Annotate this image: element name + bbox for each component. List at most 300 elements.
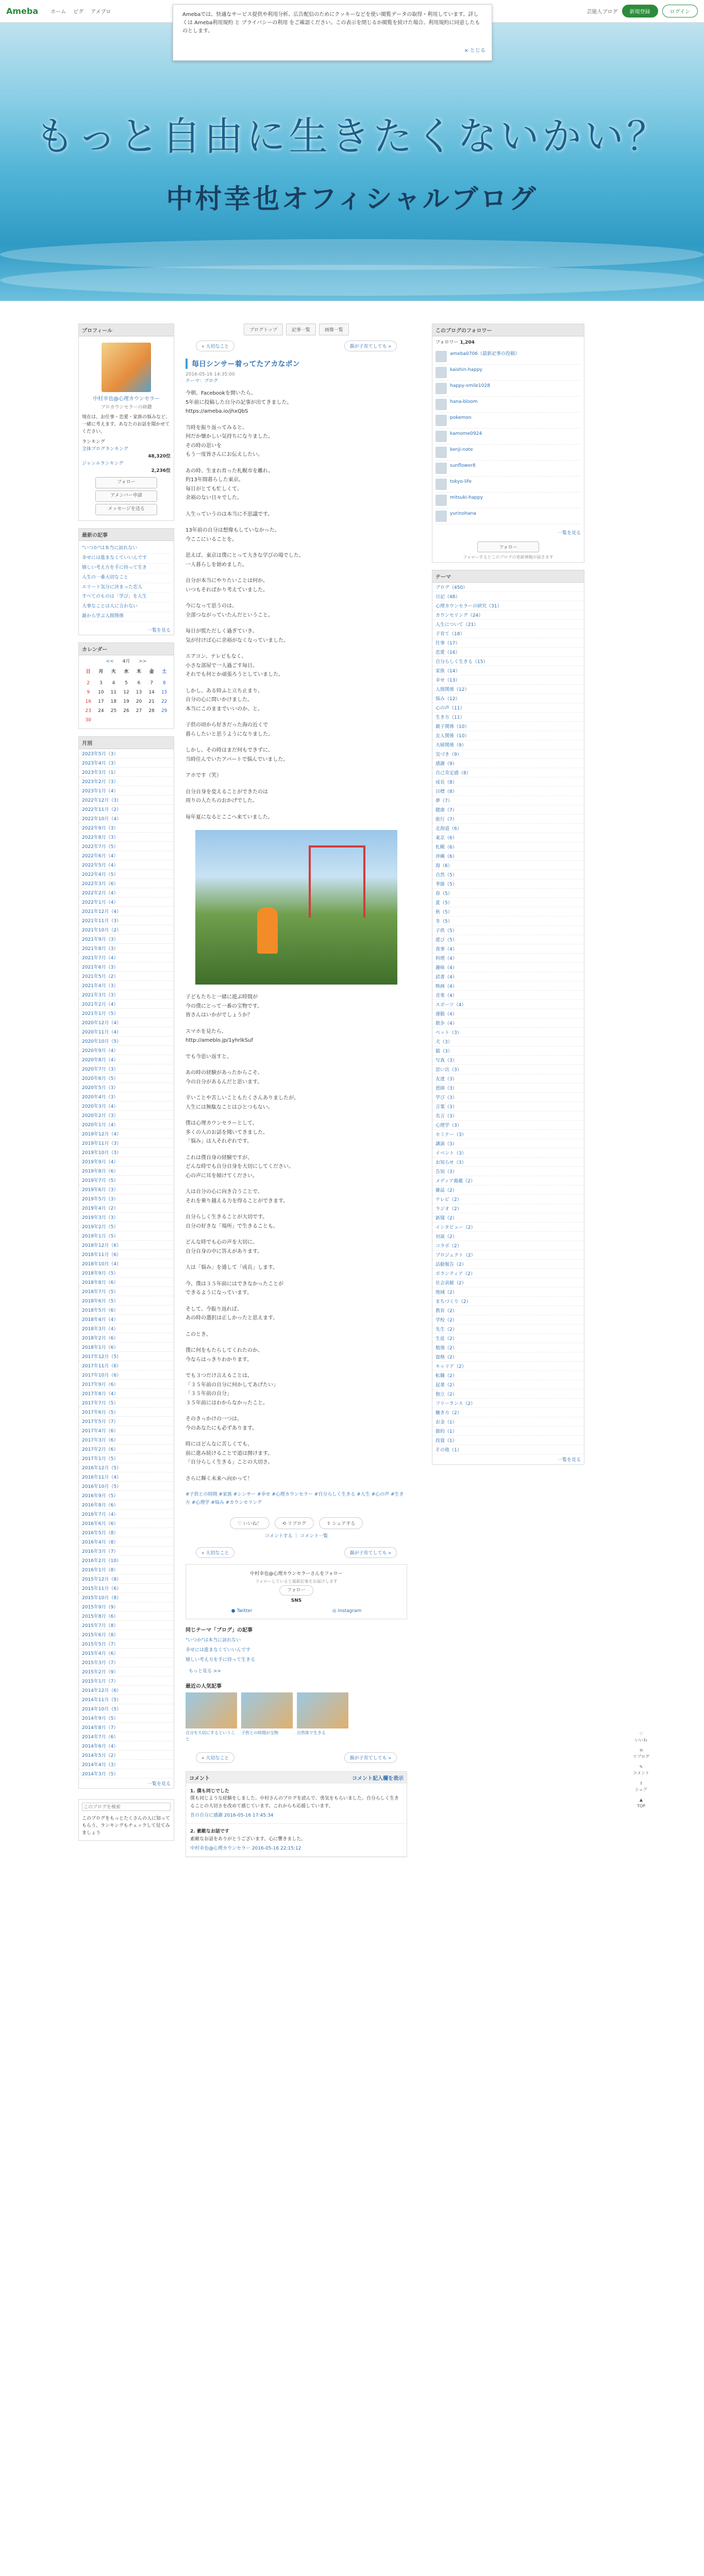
float-comment[interactable] <box>631 1764 651 1776</box>
month-archive-link[interactable]: 2020年10月（5） <box>79 1037 174 1046</box>
month-archive-link[interactable]: 2022年10月（4） <box>79 814 174 823</box>
next-entry-link[interactable]: 親が子育てしても » <box>344 341 397 351</box>
month-archive-link[interactable]: 2016年4月（8） <box>79 1537 174 1547</box>
theme-link[interactable]: 感謝（9） <box>432 759 584 768</box>
theme-link[interactable]: 海（6） <box>432 861 584 870</box>
month-archive-link[interactable]: 2021年8月（3） <box>79 944 174 953</box>
prev-entry-link[interactable]: « 大切なこと <box>196 1547 234 1558</box>
month-archive-link[interactable]: 2017年7月（5） <box>79 1398 174 1408</box>
month-archive-link[interactable]: 2021年11月（3） <box>79 916 174 925</box>
theme-link[interactable]: 告知（3） <box>432 1167 584 1176</box>
month-archive-link[interactable]: 2014年4月（3） <box>79 1760 174 1769</box>
month-archive-link[interactable]: 2015年2月（9） <box>79 1667 174 1676</box>
theme-link[interactable]: スポーツ（4） <box>432 1000 584 1009</box>
theme-link[interactable]: その他（1） <box>432 1445 584 1454</box>
tab-blog-top[interactable]: ブログトップ <box>244 324 283 335</box>
month-archive-link[interactable]: 2016年1月（8） <box>79 1565 174 1574</box>
month-archive-link[interactable]: 2017年12月（5） <box>79 1352 174 1361</box>
theme-link[interactable]: 日記（48） <box>432 592 584 601</box>
follow-box-button[interactable]: フォロー <box>279 1585 313 1596</box>
theme-link[interactable]: 勉強（2） <box>432 1343 584 1352</box>
month-archive-link[interactable]: 2014年9月（5） <box>79 1714 174 1723</box>
profile-name[interactable]: 中村幸也@心理カウンセラー <box>93 396 160 402</box>
theme-link[interactable]: 思い出（3） <box>432 1065 584 1074</box>
month-archive-link[interactable]: 2019年11月（3） <box>79 1139 174 1148</box>
month-archive-link[interactable]: 2019年7月（5） <box>79 1176 174 1185</box>
month-archive-link[interactable]: 2015年6月（8） <box>79 1630 174 1639</box>
theme-link[interactable]: 沖縄（6） <box>432 852 584 861</box>
calendar-day[interactable]: 19 <box>123 699 129 704</box>
banner-subtitle[interactable]: 中村幸也オフィシャルブログ <box>166 183 538 215</box>
calendar-day[interactable]: 27 <box>136 708 142 714</box>
register-button[interactable]: 新規登録 <box>622 5 658 18</box>
theme-link[interactable]: 秋（5） <box>432 907 584 917</box>
month-archive-link[interactable]: 2014年7月（6） <box>79 1732 174 1741</box>
theme-link[interactable]: 自己肯定感（8） <box>432 768 584 777</box>
month-archive-link[interactable]: 2018年10月（4） <box>79 1259 174 1268</box>
calendar-day[interactable]: 11 <box>110 690 117 696</box>
calendar-day[interactable]: 22 <box>161 699 167 704</box>
calendar-day[interactable]: 28 <box>148 708 155 714</box>
twitter-link[interactable] <box>231 1608 253 1614</box>
month-archive-link[interactable]: 2023年5月（3） <box>79 749 174 758</box>
followers-more[interactable]: 一覧を見る <box>557 530 581 536</box>
month-archive-link[interactable]: 2022年4月（5） <box>79 870 174 879</box>
entry-photo[interactable] <box>195 830 397 985</box>
calendar-day[interactable]: 3 <box>99 681 103 686</box>
month-archive-link[interactable]: 2019年3月（3） <box>79 1213 174 1222</box>
calendar-day[interactable]: 4 <box>112 681 115 686</box>
themes-more[interactable]: 一覧を見る <box>557 1457 581 1463</box>
calendar-day[interactable]: 18 <box>110 699 117 704</box>
recent-entry-link[interactable]: 嬉しい考え方を手に持って生き <box>82 564 171 573</box>
theme-link[interactable]: 犬（3） <box>432 1037 584 1046</box>
month-archive-link[interactable]: 2018年8月（6） <box>79 1278 174 1287</box>
theme-link[interactable]: 子育て（18） <box>432 629 584 638</box>
month-archive-link[interactable]: 2023年3月（1） <box>79 768 174 777</box>
month-archive-link[interactable]: 2014年11月（5） <box>79 1695 174 1704</box>
month-archive-link[interactable]: 2014年3月（5） <box>79 1769 174 1778</box>
month-archive-link[interactable]: 2021年9月（3） <box>79 935 174 944</box>
month-archive-link[interactable]: 2022年11月（2） <box>79 805 174 814</box>
calendar-day[interactable]: 17 <box>98 699 104 704</box>
popular-thumb[interactable] <box>241 1692 293 1741</box>
recent-more-link[interactable]: 一覧を見る <box>147 628 171 634</box>
theme-link[interactable]: イベント（3） <box>432 1148 584 1158</box>
theme-link[interactable]: 起業（2） <box>432 1380 584 1389</box>
theme-link[interactable]: 散歩（4） <box>432 1019 584 1028</box>
follower-item[interactable] <box>435 509 581 524</box>
nav-home[interactable]: ホーム <box>51 9 66 15</box>
month-archive-link[interactable]: 2015年12月（8） <box>79 1574 174 1584</box>
calendar-day[interactable]: 26 <box>123 708 129 714</box>
ranking-overall-label[interactable]: 全体ブログランキング <box>82 447 128 452</box>
theme-link[interactable]: 映画（4） <box>432 981 584 991</box>
month-archive-link[interactable]: 2017年8月（4） <box>79 1389 174 1398</box>
theme-link[interactable]: お金（1） <box>432 1417 584 1427</box>
follower-item[interactable] <box>435 477 581 493</box>
recent-entry-link[interactable]: 人生の一番大切なこと <box>82 573 171 583</box>
month-archive-link[interactable]: 2016年2月（10） <box>79 1556 174 1565</box>
month-archive-link[interactable]: 2021年3月（3） <box>79 990 174 999</box>
follower-item[interactable] <box>435 365 581 381</box>
blog-search-input[interactable] <box>82 1803 171 1811</box>
month-archive-link[interactable]: 2016年7月（4） <box>79 1510 174 1519</box>
month-more-link[interactable]: 一覧を見る <box>147 1781 171 1787</box>
theme-link[interactable]: まちづくり（2） <box>432 1297 584 1306</box>
follower-item[interactable] <box>435 461 581 477</box>
month-archive-link[interactable]: 2021年7月（4） <box>79 953 174 962</box>
theme-link[interactable]: 仕事（17） <box>432 638 584 648</box>
month-archive-link[interactable]: 2021年2月（4） <box>79 999 174 1009</box>
calendar-day[interactable]: 29 <box>161 708 167 714</box>
theme-link[interactable]: 幸せ（13） <box>432 675 584 685</box>
month-archive-link[interactable]: 2019年8月（6） <box>79 1166 174 1176</box>
calendar-day[interactable]: 14 <box>148 690 155 696</box>
month-archive-link[interactable]: 2022年2月（4） <box>79 888 174 897</box>
month-archive-link[interactable]: 2019年4月（2） <box>79 1204 174 1213</box>
followers-count[interactable]: 1,204 <box>460 340 475 345</box>
follower-item[interactable] <box>435 493 581 509</box>
ameba-logo[interactable]: Ameba <box>6 6 39 16</box>
month-archive-link[interactable]: 2017年4月（6） <box>79 1426 174 1435</box>
theme-link[interactable]: 資格（2） <box>432 1352 584 1362</box>
calendar-day[interactable]: 12 <box>123 690 129 696</box>
theme-link[interactable]: 旅行（7） <box>432 815 584 824</box>
entry-title[interactable]: 毎日シンサー着ってたアカなポン <box>186 359 407 369</box>
theme-link[interactable]: 投資（1） <box>432 1436 584 1445</box>
recent-entry-link[interactable]: 親から学ぶ人間関係 <box>82 612 171 622</box>
month-archive-link[interactable]: 2015年10月（8） <box>79 1593 174 1602</box>
month-archive-link[interactable]: 2020年6月（5） <box>79 1074 174 1083</box>
month-archive-link[interactable]: 2020年5月（3） <box>79 1083 174 1092</box>
month-archive-link[interactable]: 2019年2月（5） <box>79 1222 174 1231</box>
month-archive-link[interactable]: 2015年11月（6） <box>79 1584 174 1593</box>
theme-link[interactable]: 遊び（5） <box>432 935 584 944</box>
month-archive-link[interactable]: 2021年12月（4） <box>79 907 174 916</box>
month-archive-link[interactable]: 2015年5月（7） <box>79 1639 174 1649</box>
month-archive-link[interactable]: 2018年4月（4） <box>79 1315 174 1324</box>
calendar-day[interactable]: 5 <box>125 681 128 686</box>
theme-link[interactable]: 冬（5） <box>432 917 584 926</box>
theme-link[interactable]: 気づき（9） <box>432 750 584 759</box>
theme-link[interactable]: セミナー（3） <box>432 1130 584 1139</box>
month-archive-link[interactable]: 2014年6月（4） <box>79 1741 174 1751</box>
month-archive-link[interactable]: 2014年12月（6） <box>79 1686 174 1695</box>
month-archive-link[interactable]: 2021年5月（2） <box>79 972 174 981</box>
theme-link[interactable]: 心理学（3） <box>432 1121 584 1130</box>
month-archive-link[interactable]: 2014年10月（5） <box>79 1704 174 1714</box>
month-archive-link[interactable]: 2017年9月（6） <box>79 1380 174 1389</box>
month-archive-link[interactable]: 2021年1月（5） <box>79 1009 174 1018</box>
theme-link[interactable]: 東京（6） <box>432 833 584 842</box>
calendar-day[interactable]: 20 <box>136 699 142 704</box>
float-like[interactable] <box>631 1731 651 1743</box>
theme-link[interactable]: 心理カウンセラーの研究（31） <box>432 601 584 611</box>
theme-link[interactable]: 新聞（2） <box>432 1213 584 1223</box>
cookie-close-button[interactable]: × とじる <box>464 48 485 54</box>
theme-link[interactable]: プロジェクト（2） <box>432 1250 584 1260</box>
month-archive-link[interactable]: 2023年1月（4） <box>79 786 174 795</box>
theme-link[interactable]: 健康（7） <box>432 805 584 815</box>
month-archive-link[interactable]: 2015年4月（6） <box>79 1649 174 1658</box>
month-archive-link[interactable]: 2022年9月（3） <box>79 823 174 833</box>
month-archive-link[interactable]: 2015年3月（7） <box>79 1658 174 1667</box>
share-button[interactable] <box>319 1517 363 1529</box>
calendar-day[interactable]: 15 <box>161 690 167 696</box>
theme-link[interactable]: フリーランス（2） <box>432 1399 584 1408</box>
month-archive-link[interactable]: 2019年5月（3） <box>79 1194 174 1204</box>
theme-link[interactable]: メディア掲載（2） <box>432 1176 584 1185</box>
theme-link[interactable]: 夏（5） <box>432 898 584 907</box>
month-archive-link[interactable]: 2018年11月（6） <box>79 1250 174 1259</box>
theme-link[interactable]: 読書（4） <box>432 972 584 981</box>
month-archive-link[interactable]: 2016年6月（6） <box>79 1519 174 1528</box>
theme-link[interactable]: 季節（5） <box>432 879 584 889</box>
theme-link[interactable]: 地域（2） <box>432 1287 584 1297</box>
follower-item[interactable] <box>435 429 581 445</box>
month-archive-link[interactable]: 2023年4月（3） <box>79 758 174 768</box>
month-archive-link[interactable]: 2016年8月（6） <box>79 1500 174 1510</box>
next-entry-link[interactable]: 親が子育てしても » <box>344 1752 397 1763</box>
theme-link[interactable]: 自然（5） <box>432 870 584 879</box>
theme-link[interactable]: 食事（4） <box>432 944 584 954</box>
month-archive-link[interactable]: 2020年4月（3） <box>79 1092 174 1101</box>
float-reblog[interactable] <box>631 1748 651 1760</box>
calendar-day[interactable]: 24 <box>98 708 104 714</box>
calendar-day[interactable]: 6 <box>137 681 141 686</box>
recent-entry-link[interactable]: すべてのものは「学び」を人生 <box>82 592 171 602</box>
related-more[interactable]: もっと見る >> <box>189 1669 221 1674</box>
recent-entry-link[interactable]: エリート気分に決まった恋人 <box>82 583 171 593</box>
comment-links[interactable]: コメントする ｜ コメント一覧 <box>264 1534 328 1539</box>
theme-link[interactable]: テレビ（2） <box>432 1195 584 1204</box>
theme-link[interactable]: 趣味（4） <box>432 963 584 972</box>
month-archive-link[interactable]: 2018年6月（5） <box>79 1296 174 1306</box>
float-top[interactable] <box>631 1797 651 1809</box>
month-archive-link[interactable]: 2018年2月（6） <box>79 1333 174 1343</box>
theme-link[interactable]: 子供（5） <box>432 926 584 935</box>
calendar-day[interactable]: 8 <box>162 681 166 686</box>
theme-link[interactable]: 猫（3） <box>432 1046 584 1056</box>
theme-link[interactable]: 友人関係（10） <box>432 731 584 740</box>
related-entry-link[interactable]: 嬉しい考え方を手に持って生きる <box>186 1657 256 1663</box>
month-archive-link[interactable]: 2014年8月（7） <box>79 1723 174 1732</box>
theme-link[interactable]: 節約（1） <box>432 1427 584 1436</box>
month-archive-link[interactable]: 2020年9月（4） <box>79 1046 174 1055</box>
related-entry-link[interactable]: 幸せには進まなくていいんです <box>186 1648 251 1653</box>
calendar-day[interactable]: 30 <box>85 717 91 723</box>
theme-link[interactable]: 家族（14） <box>432 666 584 675</box>
calendar-day[interactable]: 7 <box>150 681 153 686</box>
month-archive-link[interactable]: 2016年12月（5） <box>79 1463 174 1472</box>
theme-link[interactable]: 札幌（6） <box>432 842 584 852</box>
month-archive-link[interactable]: 2022年12月（3） <box>79 795 174 805</box>
calendar-day[interactable]: 2 <box>87 681 90 686</box>
followers-follow-button[interactable]: フォロー <box>477 541 539 552</box>
month-archive-link[interactable]: 2022年3月（6） <box>79 879 174 888</box>
follower-item[interactable] <box>435 381 581 397</box>
theme-link[interactable]: 親子関係（10） <box>432 722 584 731</box>
theme-link[interactable]: ペット（3） <box>432 1028 584 1037</box>
follower-item[interactable] <box>435 445 581 461</box>
month-archive-link[interactable]: 2022年6月（4） <box>79 851 174 860</box>
month-archive-link[interactable]: 2020年8月（4） <box>79 1055 174 1064</box>
month-archive-link[interactable]: 2017年1月（5） <box>79 1454 174 1463</box>
month-archive-link[interactable]: 2021年6月（3） <box>79 962 174 972</box>
month-archive-link[interactable]: 2017年10月（6） <box>79 1370 174 1380</box>
theme-link[interactable]: コラボ（2） <box>432 1241 584 1250</box>
hashtags[interactable]: #子供との時間 #家族 #シンサー #幸せ #心理カウンセラー #自分らしく生きる #人生 #心の声 #生き方 #心理学 #悩み #カウンセリング <box>186 1492 404 1506</box>
follower-item[interactable] <box>435 349 581 365</box>
like-button[interactable] <box>230 1517 270 1529</box>
calendar-day[interactable]: 9 <box>87 690 90 696</box>
entry-theme[interactable]: テーマ：ブログ <box>186 379 219 384</box>
theme-link[interactable]: 悩み（12） <box>432 694 584 703</box>
theme-link[interactable]: 運動（4） <box>432 1009 584 1019</box>
theme-link[interactable]: 名言（3） <box>432 1111 584 1121</box>
theme-link[interactable]: 働き方（2） <box>432 1408 584 1417</box>
next-entry-link[interactable]: 親が子育てしても » <box>344 1547 397 1558</box>
month-archive-link[interactable]: 2018年9月（5） <box>79 1268 174 1278</box>
theme-link[interactable]: 夢（7） <box>432 796 584 805</box>
theme-link[interactable]: 社会貢献（2） <box>432 1278 584 1287</box>
theme-link[interactable]: 先生（2） <box>432 1325 584 1334</box>
theme-link[interactable]: カウンセリング（24） <box>432 611 584 620</box>
theme-link[interactable]: 目標（8） <box>432 787 584 796</box>
theme-link[interactable]: 活動報告（2） <box>432 1260 584 1269</box>
calendar-day[interactable]: 25 <box>110 708 117 714</box>
theme-link[interactable]: キャリア（2） <box>432 1362 584 1371</box>
prev-entry-link[interactable]: « 大切なこと <box>196 1752 234 1763</box>
theme-link[interactable]: 教育（2） <box>432 1306 584 1315</box>
month-archive-link[interactable]: 2019年9月（4） <box>79 1157 174 1166</box>
theme-link[interactable]: 雑誌（2） <box>432 1185 584 1195</box>
theme-link[interactable]: 生徒（2） <box>432 1334 584 1343</box>
month-archive-link[interactable]: 2021年4月（3） <box>79 981 174 990</box>
month-archive-link[interactable]: 2016年9月（5） <box>79 1491 174 1500</box>
month-archive-link[interactable]: 2015年7月（8） <box>79 1621 174 1630</box>
theme-link[interactable]: 北海道（6） <box>432 824 584 833</box>
theme-link[interactable]: 料理（4） <box>432 954 584 963</box>
theme-link[interactable]: 人生について（21） <box>432 620 584 629</box>
month-archive-link[interactable]: 2016年11月（4） <box>79 1472 174 1482</box>
month-archive-link[interactable]: 2018年1月（6） <box>79 1343 174 1352</box>
theme-link[interactable]: 自分らしく生きる（15） <box>432 657 584 666</box>
month-archive-link[interactable]: 2017年2月（6） <box>79 1445 174 1454</box>
recent-entry-link[interactable]: "いつか"は本当に訪れない <box>82 544 171 554</box>
theme-link[interactable]: 恩師（3） <box>432 1083 584 1093</box>
follow-button[interactable]: フォロー <box>95 477 157 488</box>
month-archive-link[interactable]: 2015年9月（9） <box>79 1602 174 1612</box>
calendar-prev[interactable]: << <box>106 659 114 665</box>
celebrity-blog-link[interactable]: 芸能人ブログ <box>586 9 618 15</box>
month-archive-link[interactable]: 2023年2月（3） <box>79 777 174 786</box>
month-archive-link[interactable]: 2018年12月（6） <box>79 1241 174 1250</box>
nav-ameblo[interactable]: アメブロ <box>91 9 111 15</box>
month-archive-link[interactable]: 2019年12月（4） <box>79 1129 174 1139</box>
theme-link[interactable]: お知らせ（3） <box>432 1158 584 1167</box>
month-archive-link[interactable]: 2017年5月（7） <box>79 1417 174 1426</box>
instagram-link[interactable] <box>332 1608 362 1614</box>
month-archive-link[interactable]: 2017年3月（6） <box>79 1435 174 1445</box>
month-archive-link[interactable]: 2017年6月（5） <box>79 1408 174 1417</box>
login-button[interactable]: ログイン <box>662 5 698 18</box>
ranking-genre-label[interactable]: ジャンルランキング <box>82 461 124 467</box>
calendar-day[interactable]: 13 <box>136 690 142 696</box>
tab-entry-list[interactable]: 記事一覧 <box>286 324 316 335</box>
reblog-button[interactable] <box>275 1517 314 1529</box>
month-archive-link[interactable]: 2019年1月（5） <box>79 1231 174 1241</box>
tab-image-list[interactable]: 画像一覧 <box>319 324 349 335</box>
calendar-day[interactable]: 16 <box>85 699 91 704</box>
month-archive-link[interactable]: 2019年10月（3） <box>79 1148 174 1157</box>
theme-link[interactable]: 学び（3） <box>432 1093 584 1102</box>
month-archive-link[interactable]: 2017年11月（6） <box>79 1361 174 1370</box>
theme-link[interactable]: インタビュー（2） <box>432 1223 584 1232</box>
related-entry-link[interactable]: "いつか"は本当に訪れない <box>186 1638 241 1643</box>
theme-link[interactable]: 人間関係（12） <box>432 685 584 694</box>
theme-link[interactable]: ラジオ（2） <box>432 1204 584 1213</box>
popular-thumb[interactable] <box>186 1692 237 1741</box>
theme-link[interactable]: 講演（3） <box>432 1139 584 1148</box>
month-archive-link[interactable]: 2020年11月（4） <box>79 1027 174 1037</box>
month-archive-link[interactable]: 2015年1月（7） <box>79 1676 174 1686</box>
theme-link[interactable]: 対談（2） <box>432 1232 584 1241</box>
month-archive-link[interactable]: 2021年10月（2） <box>79 925 174 935</box>
month-archive-link[interactable]: 2016年5月（8） <box>79 1528 174 1537</box>
amemba-button[interactable]: アメンバー申請 <box>95 490 157 502</box>
recent-entry-link[interactable]: 幸せには進まなくていいんです <box>82 554 171 564</box>
prev-entry-link[interactable]: « 大切なこと <box>196 341 234 351</box>
month-archive-link[interactable]: 2016年3月（7） <box>79 1547 174 1556</box>
theme-link[interactable]: 心の声（11） <box>432 703 584 713</box>
theme-link[interactable]: 生き方（11） <box>432 713 584 722</box>
follower-item[interactable] <box>435 397 581 413</box>
theme-link[interactable]: 音楽（4） <box>432 991 584 1000</box>
month-archive-link[interactable]: 2022年7月（5） <box>79 842 174 851</box>
month-archive-link[interactable]: 2018年7月（5） <box>79 1287 174 1296</box>
theme-link[interactable]: 独立（2） <box>432 1389 584 1399</box>
calendar-day[interactable]: 10 <box>98 690 104 696</box>
calendar-day[interactable]: 21 <box>148 699 155 704</box>
comments-form-link[interactable]: コメント記入欄を表示 <box>352 1775 404 1782</box>
theme-link[interactable]: ボランティア（2） <box>432 1269 584 1278</box>
theme-link[interactable]: ブログ（450） <box>432 583 584 592</box>
month-archive-link[interactable]: 2020年7月（3） <box>79 1064 174 1074</box>
month-archive-link[interactable]: 2020年1月（4） <box>79 1120 174 1129</box>
theme-link[interactable]: 言葉（3） <box>432 1102 584 1111</box>
month-archive-link[interactable]: 2016年10月（5） <box>79 1482 174 1491</box>
month-archive-link[interactable]: 2020年12月（4） <box>79 1018 174 1027</box>
calendar-day[interactable]: 23 <box>85 708 91 714</box>
nav-pigg[interactable]: ピグ <box>73 9 84 15</box>
theme-link[interactable]: 転職（2） <box>432 1371 584 1380</box>
month-archive-link[interactable]: 2020年3月（4） <box>79 1101 174 1111</box>
follower-item[interactable] <box>435 413 581 429</box>
theme-link[interactable]: 恋愛（16） <box>432 648 584 657</box>
comment-author[interactable]: 昔の自分に感謝 2016-05-16 17:45:34 <box>190 1812 274 1818</box>
month-archive-link[interactable]: 2022年8月（3） <box>79 833 174 842</box>
popular-thumb[interactable] <box>297 1692 348 1741</box>
recent-entry-link[interactable]: 大事なことは人に言わない <box>82 602 171 612</box>
month-archive-link[interactable]: 2022年5月（4） <box>79 860 174 870</box>
month-archive-link[interactable]: 2019年6月（3） <box>79 1185 174 1194</box>
message-button[interactable]: メッセージを送る <box>95 504 157 515</box>
profile-avatar[interactable] <box>102 343 151 392</box>
calendar-next[interactable]: >> <box>139 659 147 665</box>
month-archive-link[interactable]: 2014年5月（2） <box>79 1751 174 1760</box>
